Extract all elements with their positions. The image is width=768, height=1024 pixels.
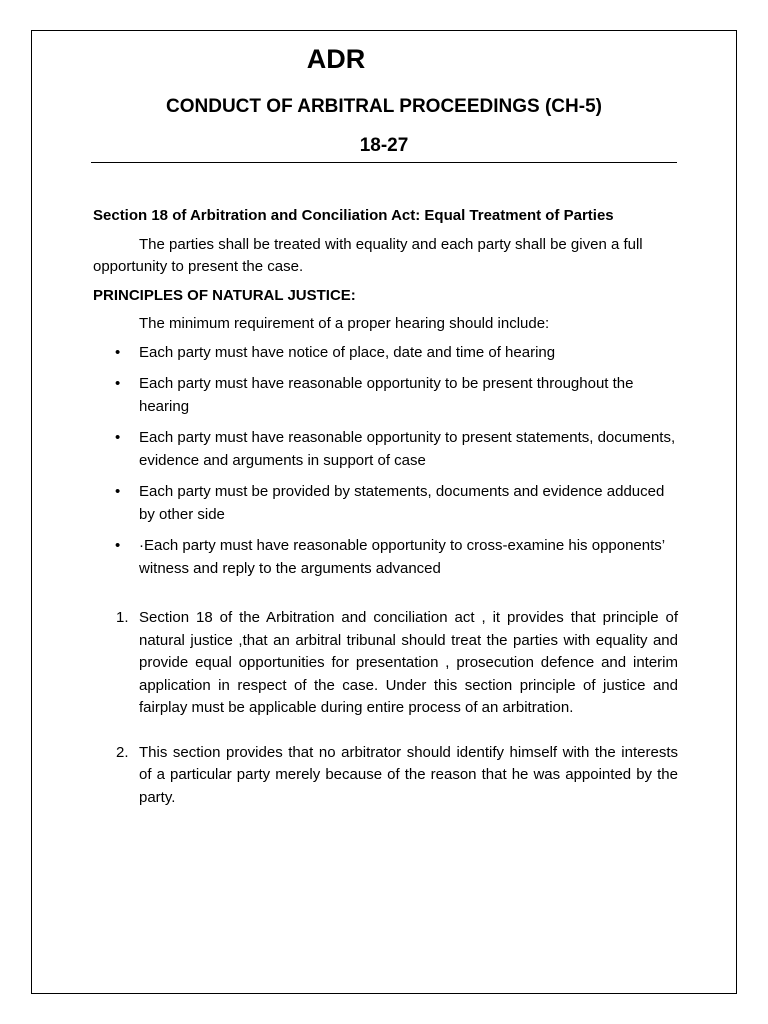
numbered-list	[93, 607, 678, 809]
principles-heading: PRINCIPLES OF NATURAL JUSTICE:	[93, 286, 356, 304]
list-item	[93, 373, 678, 418]
bullet-icon: •	[115, 429, 121, 446]
list-item-text: Each party must have reasonable opportunity to be present throughout the hearing	[139, 375, 634, 415]
numbered-item	[93, 742, 678, 810]
list-item-text: Each party must have notice of place, date and time of hearing	[139, 343, 556, 361]
chapter-title: CONDUCT OF ARBITRAL PROCEEDINGS (CH-5)	[166, 96, 602, 117]
bullet-icon: •	[115, 537, 121, 554]
principles-list	[93, 342, 678, 581]
list-item	[93, 481, 678, 526]
bullet-icon: •	[115, 483, 121, 500]
bullet-icon: •	[115, 375, 121, 392]
document-body	[93, 205, 678, 831]
item-number: 2.	[116, 743, 129, 761]
principles-intro-paragraph: The minimum requirement of a proper hearing should include:	[139, 315, 550, 332]
section-range: 18-27	[359, 135, 409, 156]
numbered-item-text: Section 18 of the Arbitration and conciliation act , it provides that principle of natural justice ,that an arbitral tribunal should treat the parties with equality and provide equal opportunities for presentation , prosecution defence and interim application in respect of the case. Under this section principle of justice and fairplay must be applicable during entire process of an arbitration.	[139, 609, 678, 716]
list-item	[93, 427, 678, 472]
item-number: 1.	[116, 609, 129, 626]
list-item	[93, 535, 678, 580]
list-item-text: Each party must have reasonable opportunity to present statements, documents, evidence and arguments in support of case	[139, 429, 676, 469]
document-title: ADR	[306, 44, 366, 74]
numbered-item-text: This section provides that no arbitrator should identify himself with the interests of a particular party merely because of the reason that he was appointed by the party.	[139, 743, 678, 806]
section-heading: Section 18 of Arbitration and Conciliation Act: Equal Treatment of Parties	[93, 207, 614, 224]
list-item-text: ·Each party must have reasonable opportunity to cross-examine his opponents’ witness and reply to the arguments advanced	[139, 537, 665, 577]
title-divider	[91, 162, 677, 163]
section-intro-paragraph: The parties shall be treated with equality and each party shall be given a full opportunity to present the case.	[93, 235, 643, 275]
bullet-icon: •	[115, 343, 121, 361]
list-item	[93, 342, 678, 365]
list-item-text: Each party must be provided by statements, documents and evidence adduced by other side	[139, 483, 665, 523]
numbered-item	[93, 607, 678, 720]
